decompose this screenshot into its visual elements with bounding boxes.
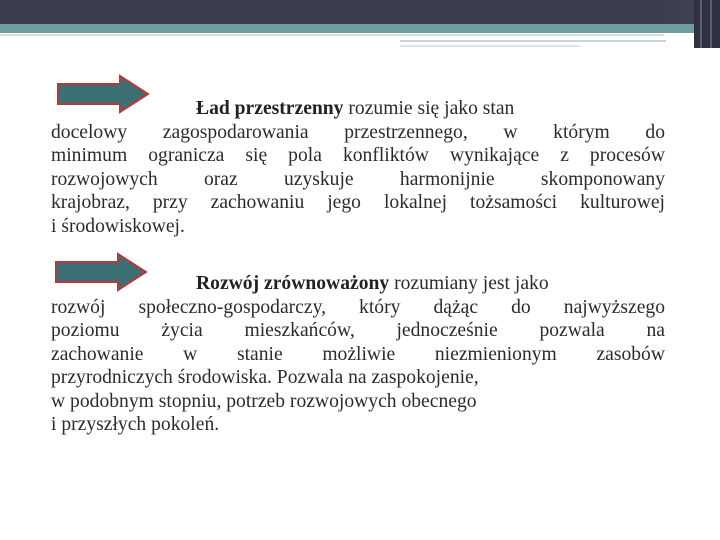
decor-line	[0, 34, 664, 36]
paragraph-line: przyrodniczych środowiska. Pozwala na zaspokojenie,	[51, 367, 479, 388]
corner-decor-stripe	[700, 0, 702, 48]
term-sustainable-development: Rozwój zrównoważony	[196, 273, 390, 294]
paragraph-line: Ład przestrzenny rozumie się jako stan	[196, 98, 515, 119]
paragraph-line: Rozwój zrównoważony rozumiany jest jako	[196, 273, 549, 294]
paragraph-line: krajobraz, przy zachowaniu jego lokalnej tożsamości kulturowej	[51, 192, 665, 213]
paragraph-spatial-order	[51, 97, 665, 238]
paragraph-line: minimum ogranicza się pola konfliktów wynikające z procesów	[51, 145, 665, 166]
paragraph-line: w podobnym stopniu, potrzeb rozwojowych obecnego	[51, 390, 477, 412]
paragraph-line: zachowanie w stanie możliwie niezmienionym zasobów	[51, 343, 665, 365]
term-spatial-order: Ład przestrzenny	[196, 98, 344, 119]
corner-decor-stripe	[710, 0, 712, 48]
paragraph-line: docelowy zagospodarowania przestrzennego, w którym do	[51, 121, 665, 143]
corner-decor-panel	[694, 0, 720, 48]
paragraph-line: poziomu życia mieszkańców, jednocześnie pozwala na	[51, 320, 665, 341]
paragraph-line: i środowiskowej.	[51, 215, 185, 237]
paragraph-line: rozwojowych oraz uzyskuje harmonijnie skomponowany	[51, 168, 665, 190]
paragraph-sustainable-development	[51, 272, 665, 437]
top-decor-gradient	[0, 0, 720, 24]
teal-decor-bar	[0, 24, 720, 33]
paragraph-line: i przyszłych pokoleń.	[51, 414, 220, 435]
paragraph-line: rozwój społeczno-gospodarczy, który dążąc do najwyższego	[51, 296, 665, 318]
decor-line	[400, 40, 666, 42]
decor-line	[400, 45, 580, 47]
